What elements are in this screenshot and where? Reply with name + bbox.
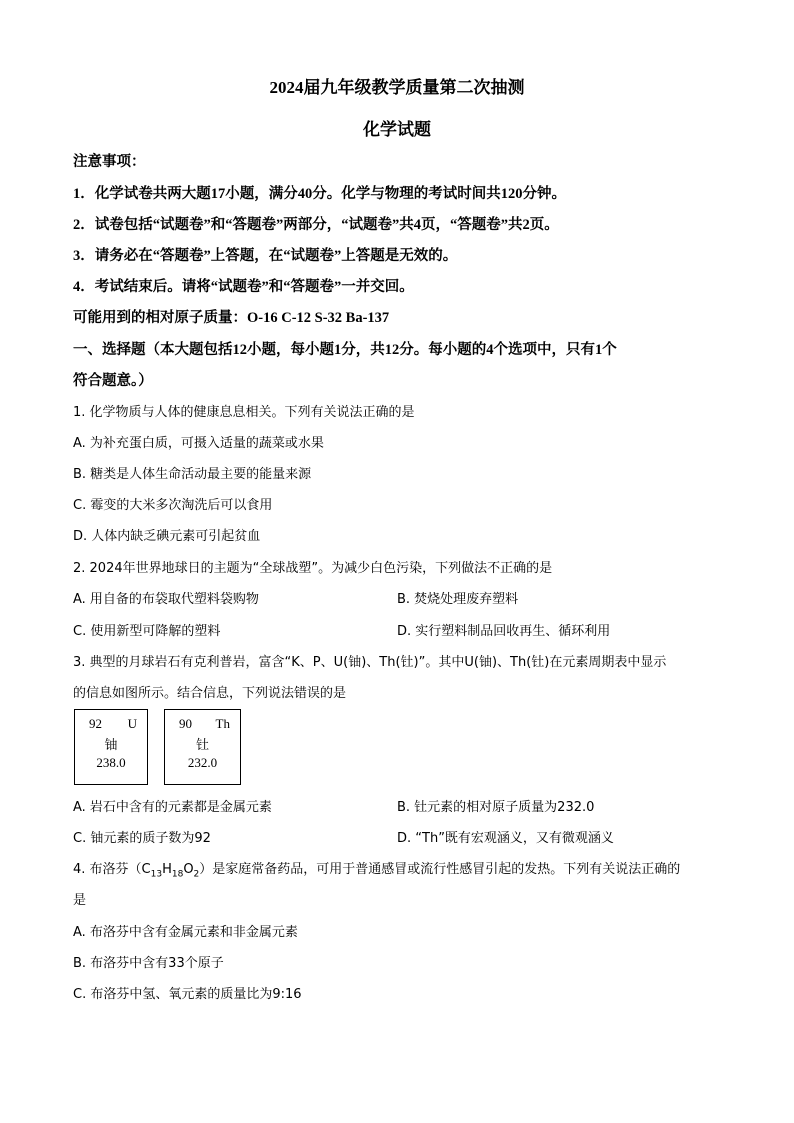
q4-stem: 4. 布洛芬$(C_{13}H_{18}O_2)$是家庭常备药品，可用于普通感冒或流行性感冒引起的发热。下列有关说法正确的 — [73, 862, 681, 880]
q4-option-a: A. 布洛芬中含有金属元素和非金属元素 — [73, 925, 298, 940]
q3-option-a: A. 岩石中含有的元素都是金属元素 — [73, 800, 272, 815]
exam-title: 2024届九年级教学质量第二次抽测 — [269, 78, 525, 97]
q4-stem-cont: 是 — [73, 893, 87, 908]
q1-option-d: D. 人体内缺乏碘元素可引起贫血 — [73, 529, 261, 544]
section-heading: 一、选择题（本大题包括12小题，每小题1分，共12分。每小题的4个选项中，只有1个 — [73, 342, 617, 358]
element-symbol: Th — [215, 716, 230, 731]
notice-item-1: 1．化学试卷共两大题17小题，满分40分。化学与物理的考试时间共120分钟。 — [73, 186, 566, 202]
q3-option-d: D. “Th”既有宏观涵义，又有微观涵义 — [397, 831, 614, 846]
atomic-mass: 232.0 — [187, 755, 218, 770]
element-name: 铀 — [104, 738, 118, 753]
notice-heading: 注意事项： — [73, 154, 146, 170]
q1-option-b: B. 糖类是人体生命活动最主要的能量来源 — [73, 467, 312, 482]
section-heading-cont: 符合题意。） — [73, 373, 153, 389]
q2-stem: 2. 2024年世界地球日的主题为“全球战塑”。为减少白色污染，下列做法不正确的是 — [73, 561, 553, 576]
q1-option-a: A. 为补充蛋白质，可摄入适量的蔬菜或水果 — [73, 436, 324, 451]
element-name: 钍 — [195, 738, 209, 753]
element-cell-uranium — [74, 709, 148, 785]
q1-option-c: C. 霉变的大米多次淘洗后可以食用 — [73, 498, 273, 513]
q2-option-b: B. 焚烧处理废弃塑料 — [397, 592, 519, 607]
chemical-formula: $C_{13}H_{18}O_2$ — [141, 862, 200, 880]
atomic-mass: 238.0 — [96, 755, 126, 770]
q3-stem-cont: 的信息如图所示。结合信息，下列说法错误的是 — [73, 686, 347, 701]
exam-subject: 化学试题 — [363, 120, 431, 139]
q2-option-d: D. 实行塑料制品回收再生、循环利用 — [397, 624, 611, 639]
q3-option-b: B. 钍元素的相对原子质量为232.0 — [397, 800, 595, 815]
atomic-number: 92 — [89, 716, 102, 731]
q2-option-c: C. 使用新型可降解的塑料 — [73, 624, 221, 639]
element-symbol: U — [127, 716, 137, 731]
atomic-mass-line: 可能用到的相对原子质量：O-16 C-12 S-32 Ba-137 — [73, 310, 390, 326]
q4-option-c: C. 布洛芬中氢、氧元素的质量比为9:16 — [73, 987, 302, 1002]
q4-option-b: B. 布洛芬中含有33个原子 — [73, 956, 224, 971]
q1-stem: 1. 化学物质与人体的健康息息相关。下列有关说法正确的是 — [73, 405, 415, 420]
notice-item-3: 3．请务必在“答题卷”上答题，在“试题卷”上答题是无效的。 — [73, 248, 458, 264]
q2-option-a: A. 用自备的布袋取代塑料袋购物 — [73, 592, 259, 607]
notice-item-4: 4．考试结束后。请将“试题卷”和“答题卷”一并交回。 — [73, 279, 414, 295]
notice-item-2: 2．试卷包括“试题卷”和“答题卷”两部分，“试题卷”共4页，“答题卷”共2页。 — [73, 217, 559, 233]
q3-option-c: C. 铀元素的质子数为92 — [73, 831, 211, 846]
atomic-number: 90 — [179, 716, 192, 731]
element-cell-thorium — [164, 709, 241, 785]
q3-stem: 3. 典型的月球岩石有克利普岩，富含“K、P、U(铀)、Th(钍)”。其中U(铀)、Th(钍)在元素周期表中显示 — [73, 655, 667, 670]
